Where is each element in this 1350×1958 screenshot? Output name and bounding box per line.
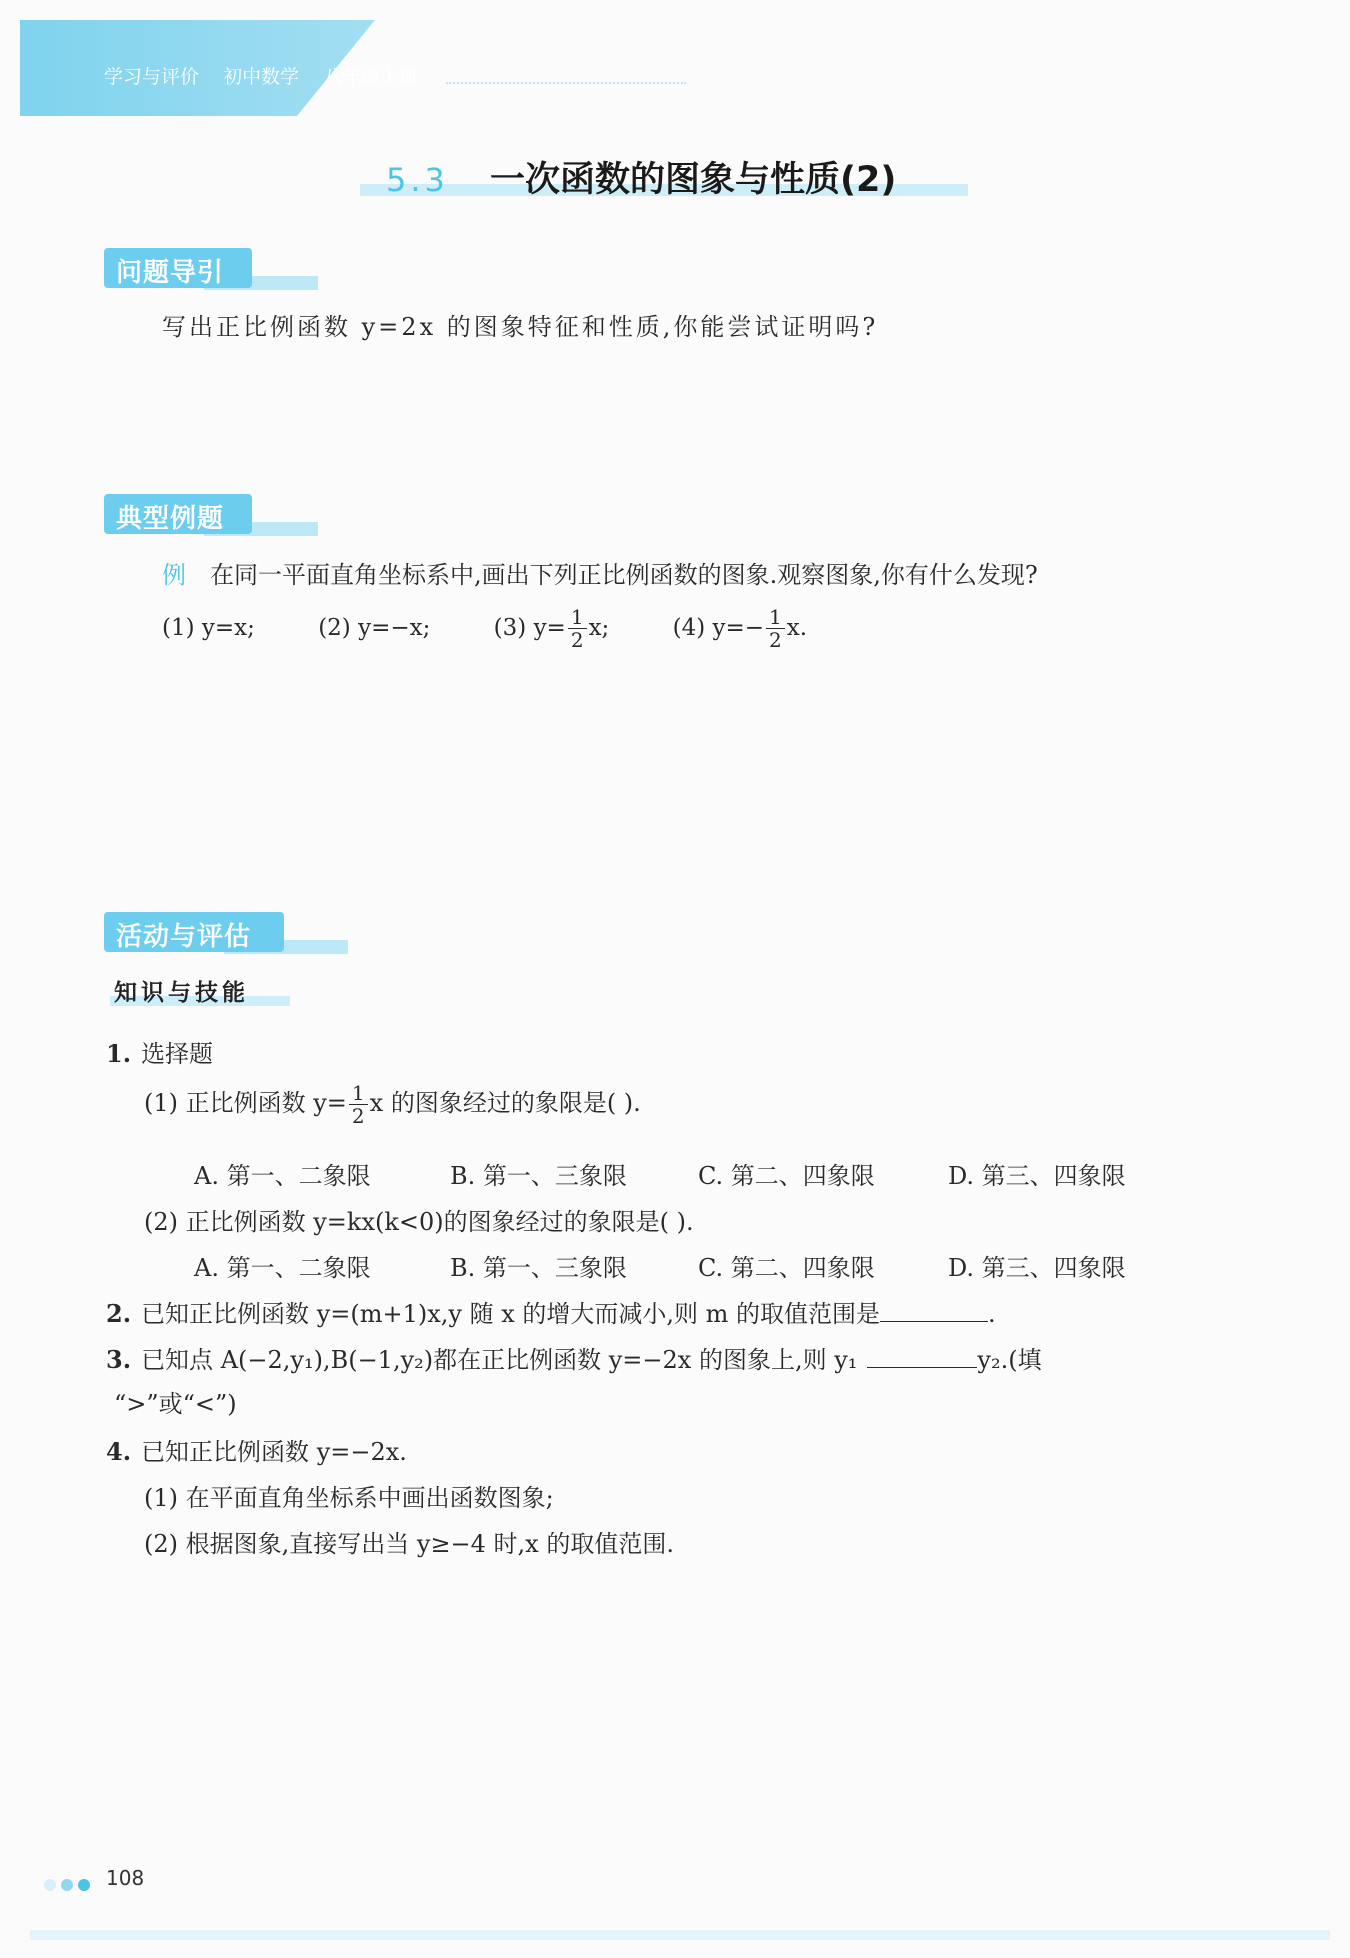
- example-statement: [162, 555, 1038, 590]
- example-items: [162, 606, 807, 651]
- tag-label: 问题导引: [116, 258, 225, 288]
- subtag-label: 知识与技能: [114, 980, 249, 1006]
- bottom-band: [30, 1930, 1330, 1940]
- page-number: 108: [106, 1866, 145, 1890]
- question-4-part-1: (1) 在平面直角坐标系中画出函数图象;: [144, 1484, 554, 1512]
- section-tag-activity-assessment: [104, 912, 348, 954]
- option-c: C. 第二、四象限: [698, 1162, 875, 1190]
- option-a: A. 第一、二象限: [194, 1162, 371, 1190]
- answer-blank[interactable]: [880, 1299, 988, 1322]
- tag-label: 活动与评估: [116, 922, 252, 952]
- section-tag-typical-examples: [104, 494, 318, 536]
- question-number: 4.: [106, 1437, 132, 1466]
- example-text: 在同一平面直角坐标系中,画出下列正比例函数的图象.观察图象,你有什么发现?: [210, 561, 1038, 589]
- header-series: 学习与评价: [104, 66, 200, 88]
- part-1-suffix: x 的图象经过的象限是( ).: [369, 1089, 641, 1117]
- header-breadcrumb: [104, 62, 436, 89]
- question-tail: y₂.(填: [977, 1346, 1042, 1374]
- question-4: [106, 1432, 407, 1467]
- question-3: [106, 1340, 1042, 1375]
- question-text: 已知点 A(−2,y₁),B(−1,y₂)都在正比例函数 y=−2x 的图象上,则 y₁: [141, 1346, 858, 1374]
- fraction-one-half: [766, 606, 785, 651]
- question-2: [106, 1294, 996, 1329]
- header-subject: 初中数学: [223, 66, 300, 88]
- option-d: D. 第三、四象限: [948, 1162, 1126, 1190]
- question-text: 已知正比例函数 y=(m+1)x,y 随 x 的增大而减小,则 m 的取值范围是: [141, 1300, 881, 1328]
- item-3-prefix: (3) y=: [493, 614, 566, 641]
- fraction-denominator: 2: [769, 628, 782, 652]
- option-d: D. 第三、四象限: [948, 1254, 1126, 1282]
- option-b: B. 第一、三象限: [450, 1254, 627, 1282]
- question-guide-text: 写出正比例函数 y=2x 的图象特征和性质,你能尝试证明吗?: [162, 313, 879, 341]
- section-title: 一次函数的图象与性质(2): [489, 160, 897, 200]
- question-4-part-2: (2) 根据图象,直接写出当 y≥−4 时,x 的取值范围.: [144, 1530, 674, 1558]
- header-dotted-line: [446, 82, 686, 84]
- footer-dot: [44, 1879, 56, 1891]
- example-item-3: [493, 605, 617, 652]
- fraction-one-half: [568, 606, 587, 651]
- tag-label: 典型例题: [116, 504, 225, 534]
- example-item-4: [672, 605, 808, 652]
- header-grade: 八年级上册: [323, 66, 419, 88]
- item-4-prefix: (4) y=−: [672, 614, 765, 641]
- question-text: 已知正比例函数 y=−2x.: [141, 1438, 407, 1466]
- fraction-one-half: [349, 1082, 368, 1127]
- answer-blank[interactable]: [867, 1345, 977, 1368]
- question-tail: .: [988, 1300, 996, 1328]
- option-b: B. 第一、三象限: [450, 1162, 627, 1190]
- item-4-suffix: x.: [786, 614, 808, 641]
- section-tag-question-guide: [104, 248, 318, 290]
- part-1-prefix: (1) 正比例函数 y=: [144, 1089, 347, 1117]
- fraction-numerator: 1: [349, 1082, 368, 1105]
- question-title: 选择题: [141, 1040, 214, 1068]
- question-3-line-2: “>”或“<”): [114, 1390, 237, 1418]
- option-c: C. 第二、四象限: [698, 1254, 875, 1282]
- example-item-1: (1) y=x;: [162, 614, 255, 641]
- question-number: 2.: [106, 1299, 132, 1328]
- example-mark: 例: [162, 561, 186, 589]
- example-item-2: (2) y=−x;: [318, 614, 431, 641]
- question-number: 3.: [106, 1345, 132, 1374]
- fraction-numerator: 1: [568, 606, 587, 629]
- question-1-part-1: [144, 1082, 641, 1127]
- question-1: [106, 1034, 213, 1069]
- footer-dots: [44, 1876, 95, 1895]
- question-number: 1.: [106, 1039, 132, 1068]
- subtag-knowledge-skills: [110, 974, 290, 1008]
- question-1-part-2: (2) 正比例函数 y=kx(k<0)的图象经过的象限是( ).: [144, 1208, 694, 1236]
- page-title: [386, 152, 896, 202]
- option-a: A. 第一、二象限: [194, 1254, 371, 1282]
- fraction-denominator: 2: [351, 1104, 365, 1128]
- question-1-options-1: [194, 1156, 1126, 1191]
- section-number: 5.3: [386, 161, 449, 199]
- question-1-options-2: [194, 1248, 1126, 1283]
- footer-dot: [78, 1879, 90, 1891]
- fraction-numerator: 1: [766, 606, 785, 629]
- item-3-suffix: x;: [588, 614, 610, 641]
- fraction-denominator: 2: [570, 628, 584, 652]
- footer-dot: [61, 1879, 73, 1891]
